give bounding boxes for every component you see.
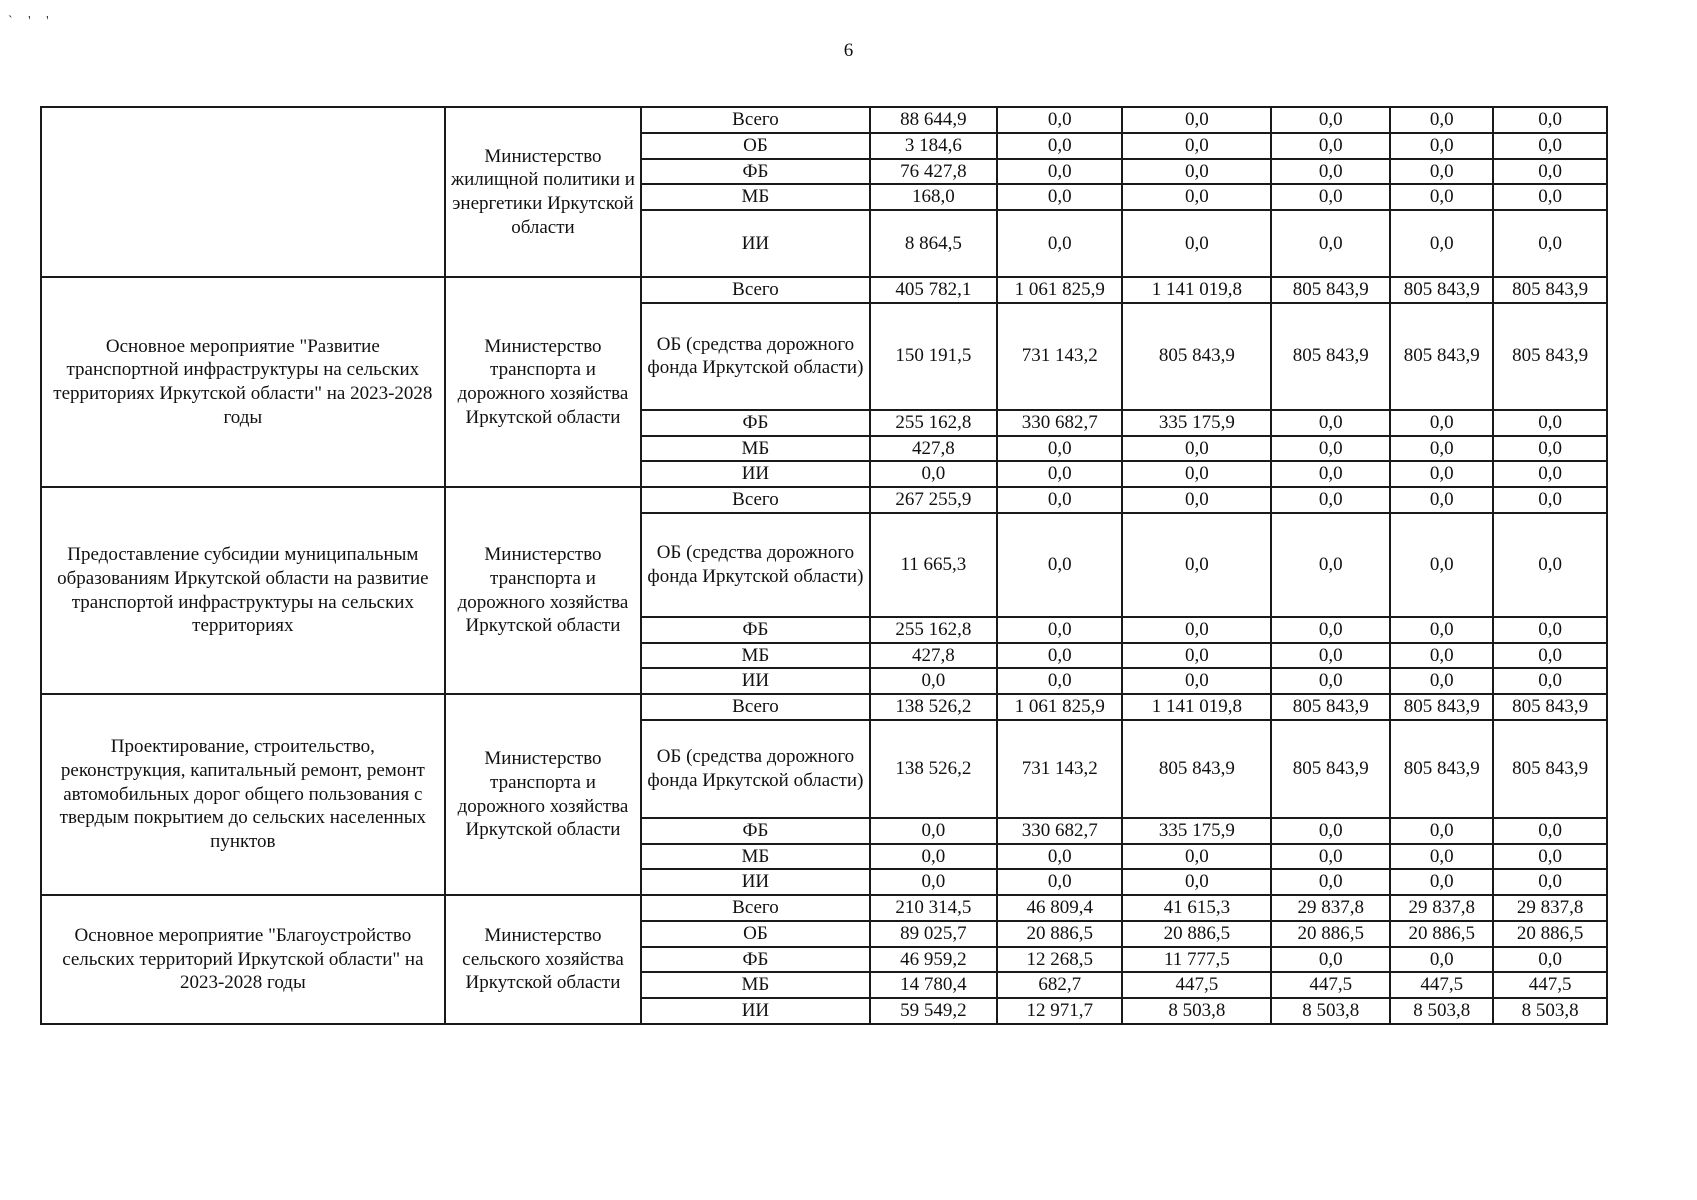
funding-source-cell: МБ	[641, 643, 869, 669]
amount-cell: 0,0	[1493, 844, 1607, 870]
page-number: 6	[843, 40, 854, 61]
amount-cell: 0,0	[997, 844, 1122, 870]
amount-cell: 0,0	[997, 487, 1122, 513]
amount-cell: 168,0	[870, 184, 997, 210]
event-cell: Проектирование, строительство, реконструкция, капитальный ремонт, ремонт автомобильных дорог общего пользования с твердым покрытием до сельских населенных пунктов	[41, 694, 445, 895]
funding-source-cell: МБ	[641, 844, 869, 870]
funding-source-cell: МБ	[641, 436, 869, 462]
amount-cell: 0,0	[1493, 436, 1607, 462]
amount-cell: 0,0	[1122, 184, 1271, 210]
amount-cell: 447,5	[1493, 972, 1607, 998]
funding-source-cell: ФБ	[641, 617, 869, 643]
amount-cell: 0,0	[1493, 643, 1607, 669]
amount-cell: 0,0	[997, 107, 1122, 133]
table-row	[41, 694, 1607, 720]
amount-cell: 210 314,5	[870, 895, 997, 921]
amount-cell: 0,0	[1390, 436, 1493, 462]
event-cell	[41, 107, 445, 277]
amount-cell: 805 843,9	[1122, 720, 1271, 818]
amount-cell: 20 886,5	[997, 921, 1122, 947]
funding-source-cell: ФБ	[641, 410, 869, 436]
amount-cell: 427,8	[870, 643, 997, 669]
amount-cell: 805 843,9	[1271, 694, 1390, 720]
funding-source-cell: ОБ	[641, 921, 869, 947]
amount-cell: 0,0	[1493, 869, 1607, 895]
amount-cell: 0,0	[870, 869, 997, 895]
amount-cell: 0,0	[997, 159, 1122, 185]
amount-cell: 12 268,5	[997, 947, 1122, 973]
amount-cell: 0,0	[1271, 210, 1390, 277]
event-cell: Предоставление субсидии муниципальным образованиям Иркутской области на развитие транспортой инфраструктуры на сельских территориях	[41, 487, 445, 694]
executor-cell: Министерство жилищной политики и энергетики Иркутской области	[445, 107, 642, 277]
amount-cell: 447,5	[1271, 972, 1390, 998]
amount-cell: 805 843,9	[1122, 303, 1271, 410]
amount-cell: 0,0	[1390, 107, 1493, 133]
amount-cell: 0,0	[1271, 818, 1390, 844]
amount-cell: 41 615,3	[1122, 895, 1271, 921]
amount-cell: 0,0	[1271, 513, 1390, 617]
amount-cell: 0,0	[1493, 159, 1607, 185]
amount-cell: 8 503,8	[1271, 998, 1390, 1024]
amount-cell: 805 843,9	[1390, 303, 1493, 410]
amount-cell: 805 843,9	[1390, 720, 1493, 818]
funding-source-cell: МБ	[641, 972, 869, 998]
amount-cell: 0,0	[1122, 844, 1271, 870]
amount-cell: 805 843,9	[1493, 277, 1607, 303]
amount-cell: 0,0	[1493, 107, 1607, 133]
amount-cell: 1 141 019,8	[1122, 694, 1271, 720]
amount-cell: 805 843,9	[1493, 720, 1607, 818]
amount-cell: 0,0	[1122, 643, 1271, 669]
table-row	[41, 277, 1607, 303]
amount-cell: 0,0	[1390, 668, 1493, 694]
funding-source-cell: ФБ	[641, 818, 869, 844]
amount-cell: 46 959,2	[870, 947, 997, 973]
amount-cell: 0,0	[1390, 617, 1493, 643]
amount-cell: 0,0	[1390, 844, 1493, 870]
event-cell: Основное мероприятие "Благоустройство сельских территорий Иркутской области" на 2023-2028 годы	[41, 895, 445, 1024]
amount-cell: 405 782,1	[870, 277, 997, 303]
table-row	[41, 107, 1607, 133]
amount-cell: 0,0	[870, 844, 997, 870]
amount-cell: 29 837,8	[1390, 895, 1493, 921]
amount-cell: 0,0	[997, 461, 1122, 487]
amount-cell: 0,0	[1493, 461, 1607, 487]
amount-cell: 8 503,8	[1390, 998, 1493, 1024]
amount-cell: 0,0	[997, 617, 1122, 643]
amount-cell: 11 665,3	[870, 513, 997, 617]
amount-cell: 0,0	[1122, 133, 1271, 159]
executor-cell: Министерство транспорта и дорожного хозяйства Иркутской области	[445, 277, 642, 487]
amount-cell: 0,0	[1390, 461, 1493, 487]
funding-source-cell: ИИ	[641, 210, 869, 277]
amount-cell: 0,0	[1122, 107, 1271, 133]
amount-cell: 0,0	[1493, 410, 1607, 436]
funding-source-cell: Всего	[641, 277, 869, 303]
amount-cell: 1 061 825,9	[997, 277, 1122, 303]
table-row	[41, 487, 1607, 513]
amount-cell: 0,0	[1390, 947, 1493, 973]
amount-cell: 805 843,9	[1390, 277, 1493, 303]
amount-cell: 0,0	[1493, 133, 1607, 159]
amount-cell: 805 843,9	[1271, 720, 1390, 818]
amount-cell: 0,0	[1493, 487, 1607, 513]
funding-source-cell: ИИ	[641, 668, 869, 694]
amount-cell: 0,0	[1390, 133, 1493, 159]
amount-cell: 0,0	[1390, 643, 1493, 669]
amount-cell: 330 682,7	[997, 818, 1122, 844]
amount-cell: 0,0	[1390, 513, 1493, 617]
amount-cell: 46 809,4	[997, 895, 1122, 921]
amount-cell: 3 184,6	[870, 133, 997, 159]
amount-cell: 0,0	[1122, 869, 1271, 895]
amount-cell: 0,0	[1122, 513, 1271, 617]
funding-source-cell: Всего	[641, 694, 869, 720]
amount-cell: 805 843,9	[1493, 694, 1607, 720]
amount-cell: 0,0	[1493, 947, 1607, 973]
funding-source-cell: ИИ	[641, 869, 869, 895]
amount-cell: 150 191,5	[870, 303, 997, 410]
funding-source-cell: ОБ (средства дорожного фонда Иркутской области)	[641, 720, 869, 818]
amount-cell: 88 644,9	[870, 107, 997, 133]
amount-cell: 0,0	[870, 461, 997, 487]
amount-cell: 0,0	[1271, 436, 1390, 462]
funding-source-cell: ОБ (средства дорожного фонда Иркутской области)	[641, 303, 869, 410]
amount-cell: 0,0	[1271, 107, 1390, 133]
table-body	[41, 107, 1607, 1024]
executor-cell: Министерство транспорта и дорожного хозяйства Иркутской области	[445, 694, 642, 895]
amount-cell: 0,0	[997, 184, 1122, 210]
amount-cell: 731 143,2	[997, 303, 1122, 410]
amount-cell: 0,0	[1271, 668, 1390, 694]
amount-cell: 0,0	[1122, 436, 1271, 462]
amount-cell: 447,5	[1122, 972, 1271, 998]
amount-cell: 0,0	[1390, 818, 1493, 844]
amount-cell: 29 837,8	[1493, 895, 1607, 921]
amount-cell: 447,5	[1390, 972, 1493, 998]
amount-cell: 335 175,9	[1122, 410, 1271, 436]
amount-cell: 0,0	[1271, 159, 1390, 185]
amount-cell: 0,0	[1271, 869, 1390, 895]
amount-cell: 0,0	[1122, 617, 1271, 643]
amount-cell: 0,0	[1271, 947, 1390, 973]
amount-cell: 20 886,5	[1122, 921, 1271, 947]
amount-cell: 138 526,2	[870, 694, 997, 720]
amount-cell: 0,0	[997, 436, 1122, 462]
amount-cell: 0,0	[1271, 643, 1390, 669]
amount-cell: 0,0	[1390, 410, 1493, 436]
amount-cell: 8 503,8	[1493, 998, 1607, 1024]
amount-cell: 335 175,9	[1122, 818, 1271, 844]
amount-cell: 731 143,2	[997, 720, 1122, 818]
amount-cell: 267 255,9	[870, 487, 997, 513]
amount-cell: 0,0	[997, 513, 1122, 617]
amount-cell: 29 837,8	[1271, 895, 1390, 921]
funding-source-cell: ФБ	[641, 947, 869, 973]
amount-cell: 0,0	[1493, 513, 1607, 617]
amount-cell: 0,0	[1271, 617, 1390, 643]
amount-cell: 20 886,5	[1493, 921, 1607, 947]
amount-cell: 0,0	[1122, 461, 1271, 487]
amount-cell: 0,0	[870, 668, 997, 694]
amount-cell: 0,0	[1493, 668, 1607, 694]
amount-cell: 1 061 825,9	[997, 694, 1122, 720]
amount-cell: 138 526,2	[870, 720, 997, 818]
funding-source-cell: ФБ	[641, 159, 869, 185]
amount-cell: 0,0	[997, 133, 1122, 159]
amount-cell: 682,7	[997, 972, 1122, 998]
amount-cell: 255 162,8	[870, 410, 997, 436]
amount-cell: 12 971,7	[997, 998, 1122, 1024]
amount-cell: 0,0	[997, 668, 1122, 694]
funding-source-cell: ОБ (средства дорожного фонда Иркутской области)	[641, 513, 869, 617]
amount-cell: 8 864,5	[870, 210, 997, 277]
amount-cell: 20 886,5	[1271, 921, 1390, 947]
amount-cell: 805 843,9	[1390, 694, 1493, 720]
amount-cell: 0,0	[1390, 184, 1493, 210]
amount-cell: 11 777,5	[1122, 947, 1271, 973]
amount-cell: 59 549,2	[870, 998, 997, 1024]
amount-cell: 0,0	[1122, 487, 1271, 513]
amount-cell: 0,0	[997, 869, 1122, 895]
funding-source-cell: Всего	[641, 895, 869, 921]
executor-cell: Министерство транспорта и дорожного хозяйства Иркутской области	[445, 487, 642, 694]
amount-cell: 330 682,7	[997, 410, 1122, 436]
amount-cell: 255 162,8	[870, 617, 997, 643]
amount-cell: 0,0	[1390, 869, 1493, 895]
amount-cell: 0,0	[1271, 410, 1390, 436]
amount-cell: 20 886,5	[1390, 921, 1493, 947]
amount-cell: 89 025,7	[870, 921, 997, 947]
scan-mark: ` ' '	[8, 14, 55, 29]
budget-table	[40, 106, 1608, 1025]
funding-source-cell: Всего	[641, 487, 869, 513]
executor-cell: Министерство сельского хозяйства Иркутской области	[445, 895, 642, 1024]
table-row	[41, 895, 1607, 921]
amount-cell: 805 843,9	[1493, 303, 1607, 410]
amount-cell: 1 141 019,8	[1122, 277, 1271, 303]
amount-cell: 0,0	[1122, 210, 1271, 277]
amount-cell: 0,0	[1271, 487, 1390, 513]
funding-source-cell: Всего	[641, 107, 869, 133]
amount-cell: 0,0	[1493, 184, 1607, 210]
amount-cell: 0,0	[1390, 487, 1493, 513]
amount-cell: 805 843,9	[1271, 303, 1390, 410]
amount-cell: 8 503,8	[1122, 998, 1271, 1024]
amount-cell: 0,0	[997, 210, 1122, 277]
amount-cell: 0,0	[997, 643, 1122, 669]
amount-cell: 0,0	[1493, 210, 1607, 277]
amount-cell: 0,0	[1493, 617, 1607, 643]
funding-source-cell: МБ	[641, 184, 869, 210]
amount-cell: 14 780,4	[870, 972, 997, 998]
amount-cell: 0,0	[870, 818, 997, 844]
funding-source-cell: ИИ	[641, 998, 869, 1024]
amount-cell: 427,8	[870, 436, 997, 462]
amount-cell: 0,0	[1271, 844, 1390, 870]
funding-source-cell: ОБ	[641, 133, 869, 159]
amount-cell: 0,0	[1271, 133, 1390, 159]
amount-cell: 0,0	[1271, 184, 1390, 210]
amount-cell: 0,0	[1122, 159, 1271, 185]
event-cell: Основное мероприятие "Развитие транспортной инфраструктуры на сельских территориях Иркутской области" на 2023-2028 годы	[41, 277, 445, 487]
amount-cell: 76 427,8	[870, 159, 997, 185]
amount-cell: 0,0	[1390, 210, 1493, 277]
amount-cell: 0,0	[1271, 461, 1390, 487]
amount-cell: 0,0	[1390, 159, 1493, 185]
amount-cell: 0,0	[1122, 668, 1271, 694]
amount-cell: 0,0	[1493, 818, 1607, 844]
amount-cell: 805 843,9	[1271, 277, 1390, 303]
funding-source-cell: ИИ	[641, 461, 869, 487]
